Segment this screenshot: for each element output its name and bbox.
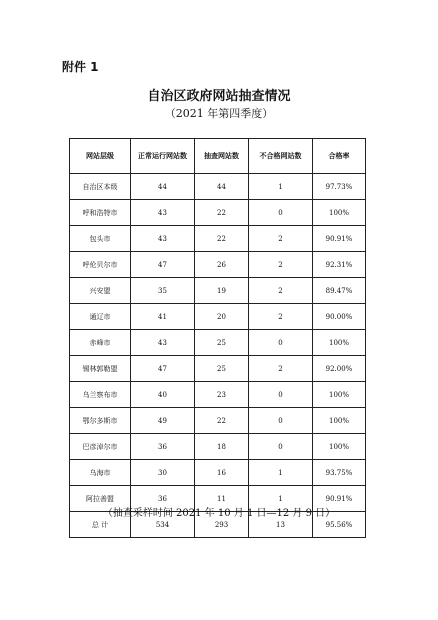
- checked-sites-cell: 18: [195, 434, 249, 460]
- checked-sites-cell: 22: [195, 226, 249, 252]
- sampling-period-note: （抽查采样时间 2021 年 10 月 1 日—12 月 9 日）: [102, 508, 336, 519]
- pass-rate-cell: 89.47%: [313, 278, 366, 304]
- checked-sites-cell: 44: [195, 174, 249, 200]
- failed-sites-cell: 0: [249, 434, 313, 460]
- site-level-cell: 锡林郭勒盟: [70, 356, 131, 382]
- checked-sites-cell: 19: [195, 278, 249, 304]
- failed-sites-cell: 1: [249, 174, 313, 200]
- pass-rate-cell: 100%: [313, 200, 366, 226]
- site-level-cell: 乌兰察布市: [70, 382, 131, 408]
- table-row: [70, 226, 366, 252]
- pass-rate-cell: 92.00%: [313, 356, 366, 382]
- document-title: 自治区政府网站抽查情况: [147, 89, 291, 104]
- checked-sites-cell: 20: [195, 304, 249, 330]
- site-level-cell: 呼和浩特市: [70, 200, 131, 226]
- failed-sites-cell: 0: [249, 200, 313, 226]
- table-row: [70, 200, 366, 226]
- running-sites-cell: 47: [131, 252, 195, 278]
- table-row: [70, 356, 366, 382]
- pass-rate-cell: 90.91%: [313, 486, 366, 512]
- checked-sites-cell: 23: [195, 382, 249, 408]
- table-row: [70, 460, 366, 486]
- site-level-cell: 包头市: [70, 226, 131, 252]
- failed-sites-cell: 2: [249, 226, 313, 252]
- header-failed-sites: 不合格网站数: [249, 139, 313, 174]
- failed-sites-cell: 2: [249, 278, 313, 304]
- pass-rate-cell: 97.73%: [313, 174, 366, 200]
- checked-sites-cell: 22: [195, 200, 249, 226]
- running-sites-cell: 43: [131, 330, 195, 356]
- running-sites-cell: 49: [131, 408, 195, 434]
- failed-sites-cell: 0: [249, 408, 313, 434]
- pass-rate-cell: 100%: [313, 382, 366, 408]
- running-sites-cell: 534: [131, 512, 195, 538]
- header-site-level: 网站层级: [70, 139, 131, 174]
- checked-sites-cell: 25: [195, 330, 249, 356]
- failed-sites-cell: 0: [249, 330, 313, 356]
- table-row: [70, 434, 366, 460]
- site-level-cell: 兴安盟: [70, 278, 131, 304]
- checked-sites-cell: 22: [195, 408, 249, 434]
- running-sites-cell: 36: [131, 434, 195, 460]
- running-sites-cell: 43: [131, 200, 195, 226]
- failed-sites-cell: 1: [249, 486, 313, 512]
- site-level-cell: 赤峰市: [70, 330, 131, 356]
- site-level-cell: 呼伦贝尔市: [70, 252, 131, 278]
- running-sites-cell: 30: [131, 460, 195, 486]
- site-level-cell: 自治区本级: [70, 174, 131, 200]
- failed-sites-cell: 1: [249, 460, 313, 486]
- checked-sites-cell: 26: [195, 252, 249, 278]
- checked-sites-cell: 25: [195, 356, 249, 382]
- running-sites-cell: 47: [131, 356, 195, 382]
- running-sites-cell: 40: [131, 382, 195, 408]
- table-row: [70, 278, 366, 304]
- pass-rate-cell: 100%: [313, 408, 366, 434]
- running-sites-cell: 44: [131, 174, 195, 200]
- site-level-cell: 巴彦淖尔市: [70, 434, 131, 460]
- table-row: [70, 174, 366, 200]
- pass-rate-cell: 95.56%: [313, 512, 366, 538]
- attachment-label: 附件 1: [62, 60, 99, 74]
- checked-sites-cell: 11: [195, 486, 249, 512]
- site-level-cell: 鄂尔多斯市: [70, 408, 131, 434]
- header-checked-sites: 抽查网站数: [195, 139, 249, 174]
- failed-sites-cell: 2: [249, 304, 313, 330]
- pass-rate-cell: 100%: [313, 434, 366, 460]
- table-body: [70, 174, 366, 538]
- inspection-table: [69, 138, 366, 538]
- failed-sites-cell: 2: [249, 252, 313, 278]
- table-row: [70, 382, 366, 408]
- table-header-row: [70, 139, 366, 174]
- pass-rate-cell: 90.91%: [313, 226, 366, 252]
- failed-sites-cell: 2: [249, 356, 313, 382]
- pass-rate-cell: 90.00%: [313, 304, 366, 330]
- table-row: [70, 408, 366, 434]
- pass-rate-cell: 100%: [313, 330, 366, 356]
- running-sites-cell: 35: [131, 278, 195, 304]
- running-sites-cell: 36: [131, 486, 195, 512]
- pass-rate-cell: 92.31%: [313, 252, 366, 278]
- running-sites-cell: 43: [131, 226, 195, 252]
- header-running-sites: 正常运行网站数: [131, 139, 195, 174]
- site-level-cell: 通辽市: [70, 304, 131, 330]
- table-row: [70, 330, 366, 356]
- table-row: [70, 252, 366, 278]
- running-sites-cell: 41: [131, 304, 195, 330]
- site-level-cell: 阿拉善盟: [70, 486, 131, 512]
- checked-sites-cell: 16: [195, 460, 249, 486]
- pass-rate-cell: 93.75%: [313, 460, 366, 486]
- header-pass-rate: 合格率: [313, 139, 366, 174]
- document-subtitle: （2021 年第四季度）: [164, 107, 274, 120]
- site-level-cell: 总 计: [70, 512, 131, 538]
- site-level-cell: 乌海市: [70, 460, 131, 486]
- table-row: [70, 304, 366, 330]
- checked-sites-cell: 293: [195, 512, 249, 538]
- failed-sites-cell: 13: [249, 512, 313, 538]
- failed-sites-cell: 0: [249, 382, 313, 408]
